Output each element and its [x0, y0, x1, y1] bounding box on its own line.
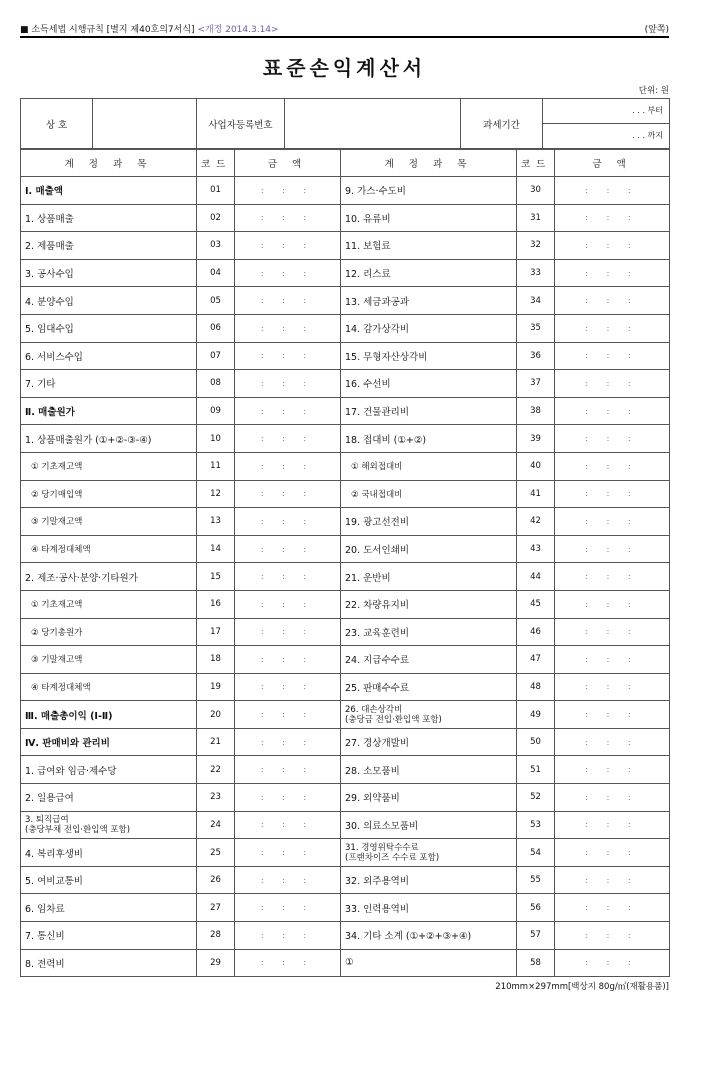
account-label: 14. 감가상각비: [341, 314, 517, 342]
table-row: [21, 204, 670, 232]
account-code: 49: [517, 701, 555, 729]
table-row: [21, 756, 670, 784]
amount-field[interactable]: : : :: [235, 452, 341, 480]
account-code: 45: [517, 590, 555, 618]
account-label: 17. 건물관리비: [341, 397, 517, 425]
account-code: 35: [517, 314, 555, 342]
account-label: 11. 보험료: [341, 232, 517, 260]
amount-field[interactable]: : : :: [235, 866, 341, 894]
form-page: [20, 20, 669, 992]
form-reference: ■ 소득세법 시행규칙 [별지 제40호의7서식] <개정 2014.3.14>: [20, 25, 279, 35]
period-to: . . . 까지: [632, 131, 663, 140]
account-label: Ⅱ. 매출원가: [21, 397, 197, 425]
account-code: 03: [197, 232, 235, 260]
account-label: ③ 기말재고액: [21, 646, 197, 674]
amount-field[interactable]: : : :: [555, 866, 670, 894]
amount-field[interactable]: : : :: [555, 949, 670, 977]
amount-field[interactable]: : : :: [555, 922, 670, 950]
account-label: Ⅲ. 매출총이익 (Ⅰ-Ⅱ): [21, 701, 197, 729]
account-label: 34. 기타 소계 (①+②+③+④): [341, 922, 517, 950]
amount-field[interactable]: : : :: [235, 508, 341, 536]
account-label: 4. 복리후생비: [21, 839, 197, 867]
account-label: 2. 일용급여: [21, 784, 197, 812]
account-label: 2. 제조·공사·분양·기타원가: [21, 563, 197, 591]
amount-field[interactable]: : : :: [235, 342, 341, 370]
business-number-label: 사업자등록번호: [197, 99, 285, 149]
account-code: 17: [197, 618, 235, 646]
account-code: 05: [197, 287, 235, 315]
account-code: 39: [517, 425, 555, 453]
account-table: [20, 149, 670, 977]
amount-field[interactable]: : : :: [235, 535, 341, 563]
amount-column-header: 금 액: [235, 150, 341, 177]
account-code: 34: [517, 287, 555, 315]
account-label: 3. 공사수입: [21, 259, 197, 287]
account-code: 56: [517, 894, 555, 922]
account-label: 5. 임대수입: [21, 314, 197, 342]
account-code: 47: [517, 646, 555, 674]
table-row: [21, 232, 670, 260]
account-code: 18: [197, 646, 235, 674]
account-code: 30: [517, 177, 555, 205]
page-side-label: (앞쪽): [644, 25, 669, 35]
account-label: ② 당기총원가: [21, 618, 197, 646]
amount-field[interactable]: : : :: [555, 397, 670, 425]
account-label: 28. 소모품비: [341, 756, 517, 784]
account-code: 57: [517, 922, 555, 950]
table-row: [21, 784, 670, 812]
account-label: 16. 수선비: [341, 370, 517, 398]
account-code: 09: [197, 397, 235, 425]
amount-column-header: 금 액: [555, 150, 670, 177]
account-label: Ⅰ. 매출액: [21, 177, 197, 205]
code-column-header: 코드: [197, 150, 235, 177]
account-label: 13. 세금과공과: [341, 287, 517, 315]
amount-field[interactable]: : : :: [235, 177, 341, 205]
account-code: 07: [197, 342, 235, 370]
account-code: 24: [197, 811, 235, 839]
account-label: 19. 광고선전비: [341, 508, 517, 536]
account-label: 8. 전력비: [21, 949, 197, 977]
account-code: 08: [197, 370, 235, 398]
table-row: [21, 811, 670, 839]
account-code: 42: [517, 508, 555, 536]
account-code: 44: [517, 563, 555, 591]
amount-field[interactable]: : : :: [555, 728, 670, 756]
account-code: 40: [517, 452, 555, 480]
table-row: [21, 590, 670, 618]
amount-field[interactable]: : : :: [555, 508, 670, 536]
table-row: [21, 618, 670, 646]
form-title: 표준손익계산서: [262, 56, 427, 80]
account-code: 11: [197, 452, 235, 480]
account-code: 10: [197, 425, 235, 453]
account-label: 4. 분양수입: [21, 287, 197, 315]
account-label: 3. 퇴직급여 (충당부채 전입·환입액 포함): [21, 811, 197, 839]
account-label: 2. 제품매출: [21, 232, 197, 260]
account-label: 21. 운반비: [341, 563, 517, 591]
account-label: 1. 상품매출원가 (①+②-③-④): [21, 425, 197, 453]
account-label: ④ 타계정대체액: [21, 673, 197, 701]
account-label: ① 기초재고액: [21, 590, 197, 618]
table-row: [21, 452, 670, 480]
account-code: 52: [517, 784, 555, 812]
table-row: [21, 259, 670, 287]
table-header-row: [21, 150, 670, 177]
amount-field[interactable]: : : :: [555, 314, 670, 342]
account-label: 15. 무형자산상각비: [341, 342, 517, 370]
amount-field[interactable]: : : :: [235, 728, 341, 756]
amount-field[interactable]: : : :: [235, 204, 341, 232]
account-label: 27. 경상개발비: [341, 728, 517, 756]
amount-field[interactable]: : : :: [555, 563, 670, 591]
account-code: 51: [517, 756, 555, 784]
period-from: . . . 부터: [543, 99, 669, 124]
amount-field[interactable]: : : :: [555, 232, 670, 260]
account-code: 37: [517, 370, 555, 398]
account-label: 32. 외주용역비: [341, 866, 517, 894]
amount-field[interactable]: : : :: [555, 590, 670, 618]
table-row: [21, 370, 670, 398]
business-number-field[interactable]: [285, 99, 461, 149]
amount-field[interactable]: : : :: [235, 370, 341, 398]
table-row: [21, 342, 670, 370]
table-row: [21, 535, 670, 563]
amount-field[interactable]: : : :: [235, 480, 341, 508]
amount-field[interactable]: : : :: [555, 480, 670, 508]
amount-field[interactable]: : : :: [235, 756, 341, 784]
amount-field[interactable]: : : :: [555, 618, 670, 646]
account-code: 43: [517, 535, 555, 563]
amount-field[interactable]: : : :: [235, 784, 341, 812]
amount-field[interactable]: : : :: [235, 590, 341, 618]
account-label: 10. 유류비: [341, 204, 517, 232]
amount-field[interactable]: : : :: [235, 314, 341, 342]
account-label: 23. 교육훈련비: [341, 618, 517, 646]
account-code: 48: [517, 673, 555, 701]
account-label: 22. 차량유지비: [341, 590, 517, 618]
paper-spec: 210mm×297mm[백상지 80g/㎡(재활용품)]: [495, 982, 669, 993]
account-code: 55: [517, 866, 555, 894]
account-label: 33. 인력용역비: [341, 894, 517, 922]
account-label: 6. 임차료: [21, 894, 197, 922]
account-label: 24. 지급수수료: [341, 646, 517, 674]
account-code: 32: [517, 232, 555, 260]
account-code: 27: [197, 894, 235, 922]
table-row: [21, 287, 670, 315]
account-label: ④ 타계정대체액: [21, 535, 197, 563]
account-code: 25: [197, 839, 235, 867]
account-label: 5. 여비교통비: [21, 866, 197, 894]
table-row: [21, 949, 670, 977]
amount-field[interactable]: : : :: [235, 673, 341, 701]
account-code: 12: [197, 480, 235, 508]
table-row: [21, 839, 670, 867]
table-row: [21, 425, 670, 453]
account-code: 41: [517, 480, 555, 508]
account-label: 7. 통신비: [21, 922, 197, 950]
amount-field[interactable]: : : :: [555, 646, 670, 674]
account-label: ① 기초재고액: [21, 452, 197, 480]
amount-field[interactable]: : : :: [555, 784, 670, 812]
account-label: 26. 대손상각비 (충당금 전입·환입액 포함): [341, 701, 517, 729]
account-label: ①: [341, 949, 517, 977]
table-row: [21, 314, 670, 342]
account-label: 1. 급여와 임금·제수당: [21, 756, 197, 784]
business-name-field[interactable]: [93, 99, 197, 149]
amount-field[interactable]: : : :: [235, 701, 341, 729]
amount-field[interactable]: : : :: [555, 425, 670, 453]
amount-field[interactable]: : : :: [555, 370, 670, 398]
account-code: 15: [197, 563, 235, 591]
amount-field[interactable]: : : :: [235, 259, 341, 287]
account-code: 23: [197, 784, 235, 812]
amount-field[interactable]: : : :: [235, 894, 341, 922]
account-label: ③ 기말재고액: [21, 508, 197, 536]
account-code: 16: [197, 590, 235, 618]
account-label: 31. 경영위탁수수료 (프랜차이즈 수수료 포함): [341, 839, 517, 867]
table-row: [21, 673, 670, 701]
amount-field[interactable]: : : :: [555, 894, 670, 922]
amount-field[interactable]: : : :: [235, 425, 341, 453]
tax-period-field[interactable]: [543, 99, 670, 149]
table-row: [21, 701, 670, 729]
account-code: 04: [197, 259, 235, 287]
table-row: [21, 563, 670, 591]
amount-field[interactable]: : : :: [235, 646, 341, 674]
amount-field[interactable]: : : :: [555, 839, 670, 867]
header-rule: [20, 36, 669, 38]
account-code: 19: [197, 673, 235, 701]
amount-field[interactable]: : : :: [555, 673, 670, 701]
unit-label: 단위: 원: [638, 86, 669, 96]
account-code: 13: [197, 508, 235, 536]
item-column-header: 계 정 과 목: [341, 150, 517, 177]
account-label: ① 해외접대비: [341, 452, 517, 480]
account-label: 1. 상품매출: [21, 204, 197, 232]
amount-field[interactable]: : : :: [235, 811, 341, 839]
amount-field[interactable]: : : :: [235, 287, 341, 315]
account-code: 29: [197, 949, 235, 977]
account-label: 6. 서비스수입: [21, 342, 197, 370]
account-code: 06: [197, 314, 235, 342]
revision-date: <개정 2014.3.14>: [197, 25, 279, 35]
account-code: 33: [517, 259, 555, 287]
account-code: 38: [517, 397, 555, 425]
amount-field[interactable]: : : :: [555, 701, 670, 729]
account-code: 31: [517, 204, 555, 232]
account-label: 18. 접대비 (①+②): [341, 425, 517, 453]
table-row: [21, 866, 670, 894]
account-code: 58: [517, 949, 555, 977]
amount-field[interactable]: : : :: [555, 287, 670, 315]
account-code: 02: [197, 204, 235, 232]
table-row: [21, 177, 670, 205]
account-label: 20. 도서인쇄비: [341, 535, 517, 563]
account-label: 12. 리스료: [341, 259, 517, 287]
account-label: Ⅳ. 판매비와 관리비: [21, 728, 197, 756]
amount-field[interactable]: : : :: [235, 397, 341, 425]
table-row: [21, 480, 670, 508]
amount-field[interactable]: : : :: [235, 618, 341, 646]
amount-field[interactable]: : : :: [555, 756, 670, 784]
account-label: 29. 외약품비: [341, 784, 517, 812]
amount-field[interactable]: : : :: [555, 259, 670, 287]
tax-period-label: 과세기간: [461, 99, 543, 149]
amount-field[interactable]: : : :: [235, 232, 341, 260]
info-table: [20, 98, 670, 149]
account-label: 9. 가스·수도비: [341, 177, 517, 205]
code-column-header: 코드: [517, 150, 555, 177]
account-code: 01: [197, 177, 235, 205]
account-code: 20: [197, 701, 235, 729]
account-code: 50: [517, 728, 555, 756]
amount-field[interactable]: : : :: [235, 922, 341, 950]
table-row: [21, 922, 670, 950]
table-row: [21, 646, 670, 674]
form-header: [20, 20, 669, 36]
account-code: 53: [517, 811, 555, 839]
account-code: 54: [517, 839, 555, 867]
table-row: [21, 397, 670, 425]
account-label: ② 국내접대비: [341, 480, 517, 508]
amount-field[interactable]: : : :: [235, 949, 341, 977]
account-label: 7. 기타: [21, 370, 197, 398]
amount-field[interactable]: : : :: [235, 839, 341, 867]
amount-field[interactable]: : : :: [555, 452, 670, 480]
account-code: 26: [197, 866, 235, 894]
account-label: ② 당기매입액: [21, 480, 197, 508]
amount-field[interactable]: : : :: [555, 535, 670, 563]
amount-field[interactable]: : : :: [555, 177, 670, 205]
table-row: [21, 894, 670, 922]
account-code: 14: [197, 535, 235, 563]
account-label: 25. 판매수수료: [341, 673, 517, 701]
amount-field[interactable]: : : :: [555, 204, 670, 232]
account-code: 22: [197, 756, 235, 784]
account-label: 30. 의료소모품비: [341, 811, 517, 839]
table-row: [21, 508, 670, 536]
amount-field[interactable]: : : :: [555, 811, 670, 839]
amount-field[interactable]: : : :: [555, 342, 670, 370]
item-column-header: 계 정 과 목: [21, 150, 197, 177]
business-name-label: 상 호: [21, 99, 93, 149]
table-row: [21, 728, 670, 756]
account-code: 28: [197, 922, 235, 950]
account-code: 21: [197, 728, 235, 756]
account-code: 46: [517, 618, 555, 646]
amount-field[interactable]: : : :: [235, 563, 341, 591]
account-code: 36: [517, 342, 555, 370]
